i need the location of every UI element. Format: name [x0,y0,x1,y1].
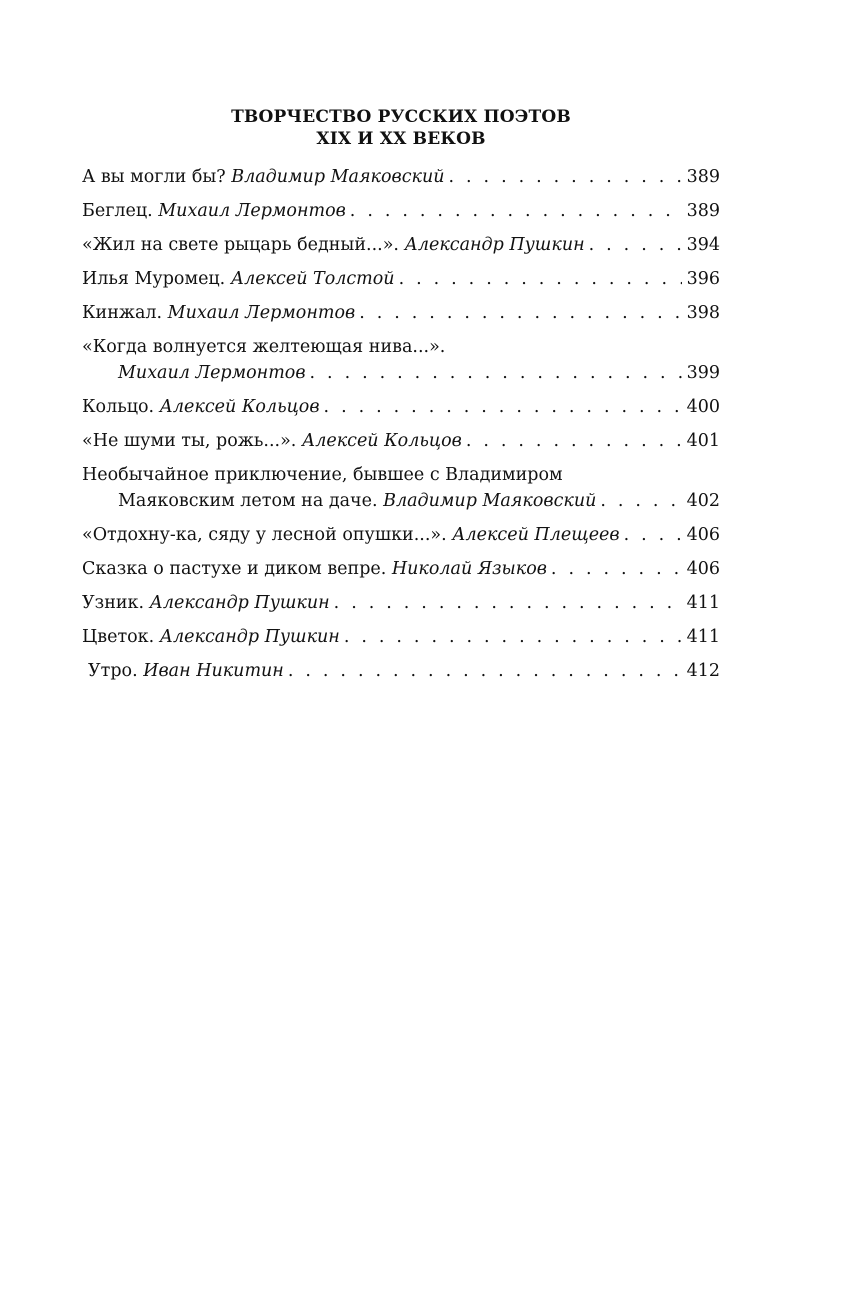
dot-leader [600,488,682,514]
entry-author: Владимир Маяковский [383,491,597,511]
entry-author: Алексей Кольцов [159,397,320,417]
section-heading [82,106,720,150]
toc-entry[interactable] [82,198,720,224]
entry-page-number: 402 [686,491,720,511]
entry-page-number: 411 [686,627,720,647]
dot-leader [324,394,682,420]
entry-author: Михаил Лермонтов [167,303,356,323]
toc-entry[interactable] [82,658,720,684]
entry-author: Александр Пушкин [149,593,330,613]
entry-title: «Жил на свете рыцарь бедный...». [82,235,399,255]
entry-title: «Отдохну-ка, сяду у лесной опушки...». [82,525,447,545]
entry-title: Кольцо. [82,397,155,417]
toc-entry[interactable] [82,232,720,258]
dot-leader [589,232,682,258]
toc-entry[interactable] [82,394,720,420]
entry-page-number: 399 [686,363,720,383]
entry-page-number: 412 [686,661,720,681]
entry-title: А вы могли бы? [82,167,226,187]
entry-page-number: 394 [686,235,720,255]
dot-leader [551,556,682,582]
heading-line-2: XIX И XX ВЕКОВ [316,129,486,149]
entry-title: Утро. [88,661,138,681]
entry-author: Александр Пушкин [159,627,340,647]
entry-page-number: 411 [686,593,720,613]
entry-title: Кинжал. [82,303,163,323]
dot-leader [334,590,682,616]
entry-page-number: 406 [686,525,720,545]
entry-title: Беглец. [82,201,153,221]
entry-page-number: 389 [686,167,720,187]
entry-page-number: 406 [686,559,720,579]
entry-author: Алексей Кольцов [301,431,462,451]
toc-entry[interactable] [82,266,720,292]
toc-entry[interactable] [82,462,720,514]
dot-leader [350,198,682,224]
toc-entry[interactable] [82,334,720,386]
dot-leader [310,360,682,386]
entry-title-line-2: Маяковским летом на даче. [118,491,378,511]
toc-entry[interactable] [82,624,720,650]
toc-entry[interactable] [82,556,720,582]
entry-author: Алексей Плещеев [452,525,620,545]
entry-author: Иван Никитин [143,661,284,681]
dot-leader [288,658,682,684]
entry-title: Цветок. [82,627,155,647]
dot-leader [449,164,683,190]
dot-leader [344,624,682,650]
entry-author: Михаил Лермонтов [118,363,306,383]
toc-list [82,164,720,684]
entry-author: Николай Языков [391,559,547,579]
entry-page-number: 401 [686,431,720,451]
dot-leader [399,266,682,292]
toc-entry[interactable] [82,428,720,454]
toc-entry[interactable] [82,300,720,326]
dot-leader [624,522,682,548]
toc-entry[interactable] [82,164,720,190]
entry-page-number: 400 [686,397,720,417]
table-of-contents [82,106,720,692]
dot-leader [359,300,682,326]
entry-author: Владимир Маяковский [231,167,445,187]
toc-entry[interactable] [82,590,720,616]
entry-page-number: 396 [686,269,720,289]
entry-page-number: 389 [686,201,720,221]
entry-title: Узник. [82,593,145,613]
entry-author: Александр Пушкин [404,235,585,255]
entry-title-line-1: Необычайное приключение, бывшее с Владимиром [82,465,563,485]
entry-title: «Не шуми ты, рожь...». [82,431,297,451]
entry-author: Михаил Лермонтов [158,201,346,221]
heading-line-1: ТВОРЧЕСТВО РУССКИХ ПОЭТОВ [231,107,571,127]
dot-leader [466,428,682,454]
entry-page-number: 398 [686,303,720,323]
entry-title: «Когда волнуется желтеющая нива...». [82,337,446,357]
entry-author: Алексей Толстой [230,269,395,289]
toc-entry[interactable] [82,522,720,548]
entry-title: Илья Муромец. [82,269,226,289]
entry-title: Сказка о пастухе и диком вепре. [82,559,387,579]
